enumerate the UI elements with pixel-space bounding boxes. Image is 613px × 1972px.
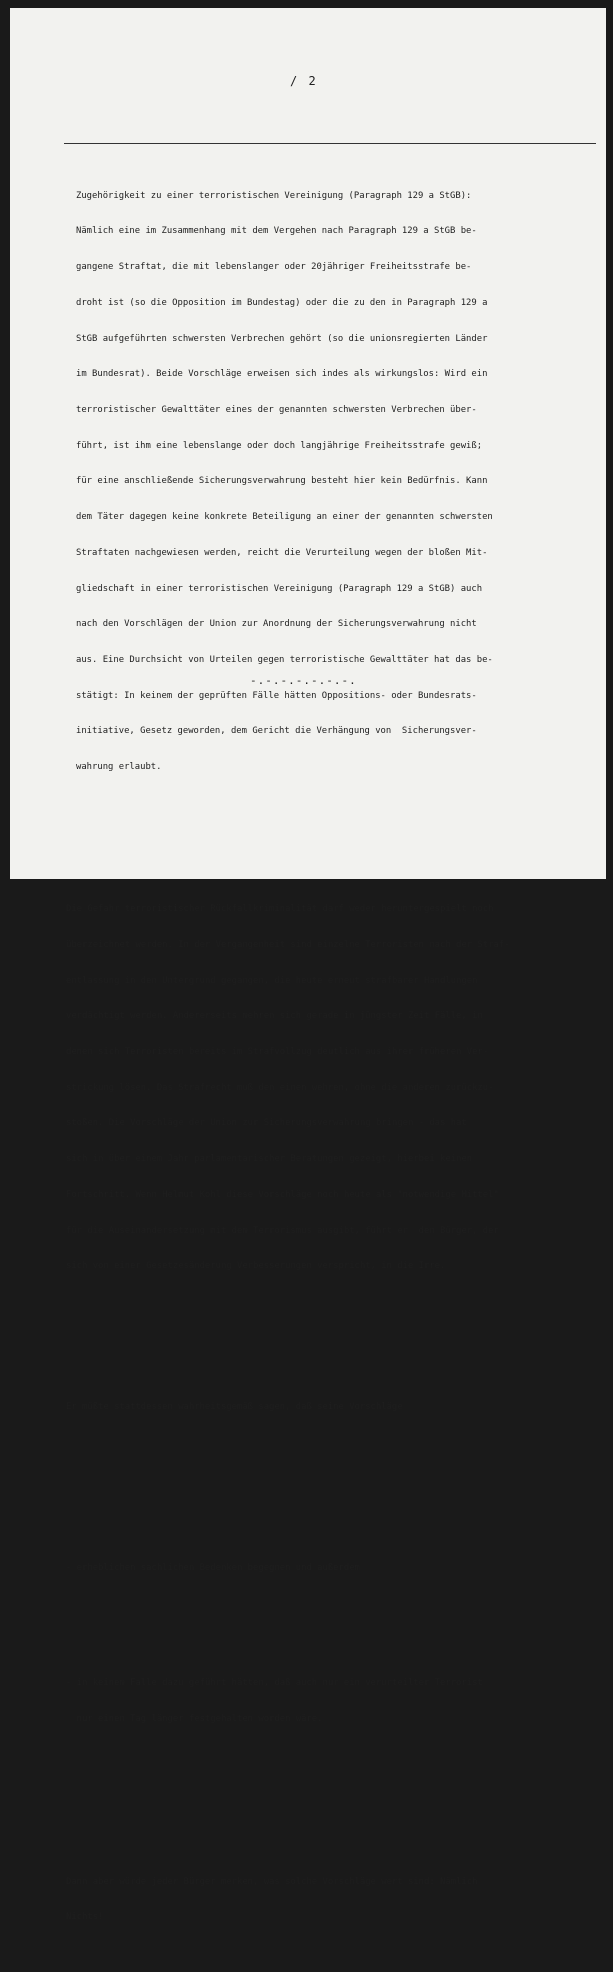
- text-line: aus. Eine Durchsicht von Urteilen gegen terroristische Gewalttäter hat das be-: [76, 654, 493, 665]
- paragraph-wahrheit: [66, 1378, 552, 1438]
- text-line: droht ist (so die Opposition im Bundestag) oder die zu den in Paragraph 129 a: [76, 297, 488, 308]
- text-line: strickung lösen. Das Strafrecht muß den einen wehren, ohne die anderen zurückzu-: [66, 1082, 494, 1093]
- text-line: - in keinem Falle dazu geführt hätten, daß auch nur ein verurteilter Terrorist: [66, 1678, 483, 1689]
- text-line: überzeichnet werden. In der Vergangenheit sind einzelne Terroristen nach der Straf-: [66, 939, 510, 950]
- text-line: Straftaten nachgewiesen werden, reicht die Verurteilung wegen der bloßen Mit-: [76, 547, 488, 558]
- text-line: terroristischer Gewalttäter eines der genannten schwersten Verbrechen über-: [76, 404, 477, 415]
- text-line: sich von einer Gesetzesänderung Verbesserungen verspricht, in die Irre.: [66, 1261, 446, 1272]
- text-line: Nichts!: [66, 1912, 104, 1923]
- text-line: für eine anschließende Sicherungsverwahrung besteht hier kein Bedürfnis. Kann: [76, 476, 488, 487]
- body-text: [66, 143, 552, 1972]
- bullet-list: [66, 1515, 552, 1773]
- text-line: gangene Straftat, die mit lebenslanger oder 20jähriger Freiheitsstrafe be-: [76, 262, 472, 273]
- text-line: Er müßte stattdessen wahrheitsgemäß sagen, daß seine Vorschläge: [66, 1402, 403, 1413]
- page-number: / 2: [290, 74, 318, 88]
- text-line: - erheblichen sachlichen Bedenken begegnen und außerdem: [66, 1563, 360, 1574]
- text-line: dem Täter dagegen keine konkrete Beteiligung an einer der genannten schwersten: [76, 512, 493, 523]
- text-line: verdächtigt werden. Andererseits mehren sich gerade in jüngster Zeit Fälle, in: [66, 1011, 483, 1022]
- text-line: sich in über einem Jahr parlamentarischer Beratungen gezeigt, hierbei keinen: [66, 1154, 473, 1165]
- text-line: Die Gefahr terroristischer Rückfallkriminalität darf weder heruntergespielt noch: [66, 904, 494, 915]
- text-line: Nämlich eine im Zusammenhang mit dem Vergehen nach Paragraph 129 a StGB be-: [76, 226, 477, 237]
- end-separator: -.-.-.-.-.-.-.: [250, 674, 357, 687]
- text-line: Zugehörigkeit zu einer terroristischen Vereinigung (Paragraph 129 a StGB):: [76, 190, 472, 201]
- text-line: im Bundesrat). Beide Vorschläge erweisen sich indes als wirkungslos: Wird ein: [76, 369, 488, 380]
- text-line: stoßen. Die Vorschläge der Union zur Sicherungsverwahrung bringen - das hat: [66, 1118, 467, 1129]
- paragraph-conclusion: [66, 1853, 552, 1948]
- text-line: nur einen Tag länger festgehalten worden wäre.: [66, 1713, 323, 1724]
- text-line: Dann aber würde jeder Bürger merken, was solche Vorschläge wert sind: Nämlich: [66, 1876, 478, 1887]
- document-page: [10, 8, 606, 1923]
- quote-paragraph: [66, 167, 552, 798]
- text-line: entlassung in den Untergrund gegangen, die heute erneut strafbarer Handlungen: [66, 975, 478, 986]
- paragraph-rueckfall: [66, 880, 552, 1297]
- list-item: [66, 1654, 552, 1749]
- text-line: initiative, Gesetz geworden, dem Gericht die Verhängung von Sicherungsver-: [76, 726, 477, 737]
- text-line: Fortschritt. Wenn Helmut Kohl diese Vorschläge noch heute als "notwendige Mittel": [66, 1189, 499, 1200]
- text-line: stätigt: In keinem der geprüften Fälle hätten Oppositions- oder Bundesrats-: [76, 690, 477, 701]
- text-line: denen sich Terroristen bereits im Strafvollzug deutlich aus ihrer früheren Ver-: [66, 1046, 489, 1057]
- list-item: [66, 1539, 552, 1599]
- text-line: gliedschaft in einer terroristischen Vereinigung (Paragraph 129 a StGB) auch: [76, 583, 483, 594]
- text-line: StGB aufgeführten schwersten Verbrechen gehört (so die unionsregierten Länder: [76, 333, 488, 344]
- text-line: für die Auseinandersetzung mit dem Terrorismus ausgibt, führt er den Bürger, der: [66, 1225, 499, 1236]
- text-line: wahrung erlaubt.: [76, 762, 162, 773]
- text-line: führt, ist ihm eine lebenslange oder doch langjährige Freiheitsstrafe gewiß;: [76, 440, 483, 451]
- text-line: nach den Vorschlägen der Union zur Anordnung der Sicherungsverwahrung nicht: [76, 619, 477, 630]
